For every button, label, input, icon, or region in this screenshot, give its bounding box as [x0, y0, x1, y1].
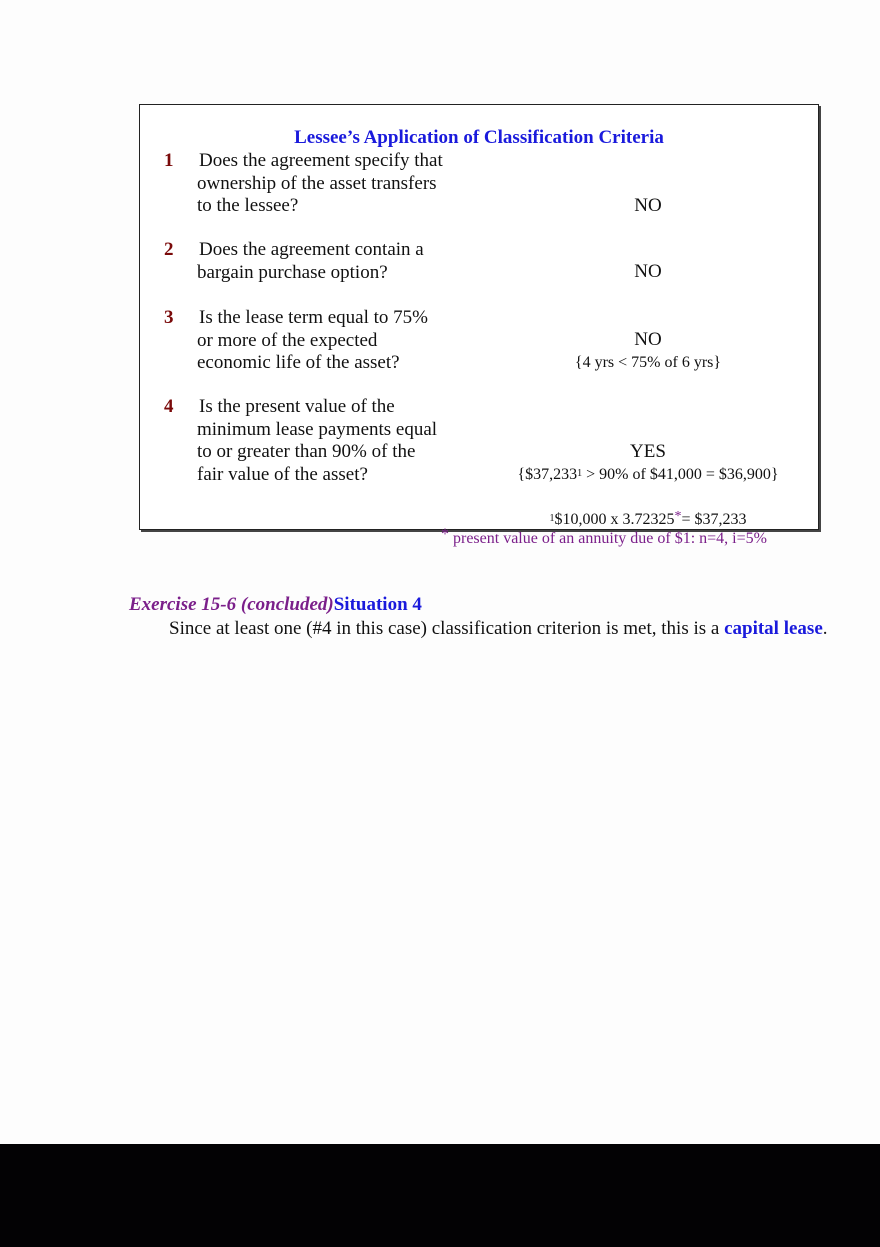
question-line: or more of the expected: [197, 329, 378, 351]
criterion-question: [195, 239, 475, 284]
question-line: to the lessee?: [197, 195, 299, 216]
annuity-footnote: [441, 526, 767, 548]
question-line: Is the present value of the: [199, 396, 395, 417]
footnote-text: present value of an annuity due of $1: n=4, i=5%: [453, 530, 767, 547]
box-title: [140, 127, 818, 149]
calc-result: = $37,233: [681, 511, 747, 528]
situation-label: Situation 4: [333, 594, 422, 615]
question-line: minimum lease payments equal: [197, 418, 438, 440]
note-suffix: > 90% of $41,000 = $36,900}: [582, 466, 779, 483]
bottom-black-band: [0, 1144, 880, 1247]
classification-criteria-box: [139, 104, 819, 530]
answer-text: YES: [630, 441, 666, 462]
box-title-text: Lessee’s Application of Classification Criteria: [294, 127, 664, 148]
criterion-question: [195, 150, 475, 218]
criterion-question: [195, 396, 475, 486]
exercise-label: Exercise 15-6 (concluded): [129, 594, 334, 615]
conclusion-text: Since at least one (#4 in this case) classification criterion is met, this is a: [169, 618, 725, 639]
conclusion-period: .: [822, 618, 828, 639]
question-line: Does the agreement contain a: [199, 239, 424, 260]
criterion-number: 2: [164, 239, 174, 260]
answer-note: {4 yrs < 75% of 6 yrs}: [574, 354, 722, 371]
footnote-marker: 1: [549, 513, 555, 524]
asterisk-marker: *: [441, 526, 449, 543]
answer-text: NO: [634, 329, 662, 350]
question-line: Does the agreement specify that: [199, 150, 443, 171]
question-line: economic life of the asset?: [197, 352, 400, 373]
footnote-ref: 1: [577, 468, 583, 479]
criterion-number: 3: [164, 307, 174, 328]
criterion-number: 4: [164, 396, 174, 417]
criterion-question: [195, 307, 475, 375]
answer-note: [448, 464, 848, 487]
answer-text: NO: [634, 261, 662, 282]
question-line: to or greater than 90% of the: [197, 441, 416, 462]
question-line: fair value of the asset?: [197, 463, 368, 485]
criterion-number: 1: [164, 150, 174, 171]
question-line: bargain purchase option?: [197, 261, 388, 283]
capital-lease-highlight: capital lease: [724, 618, 823, 639]
pv-calculation: [448, 509, 848, 531]
note-prefix: {$37,233: [517, 466, 578, 483]
question-line: ownership of the asset transfers: [197, 172, 437, 194]
question-line: Is the lease term equal to 75%: [199, 307, 428, 328]
answer-text: NO: [634, 195, 662, 216]
conclusion-paragraph: [129, 617, 829, 640]
calc-expression: $10,000 x 3.72325: [554, 511, 675, 528]
exercise-heading: [129, 594, 422, 616]
asterisk-ref: *: [674, 509, 682, 524]
